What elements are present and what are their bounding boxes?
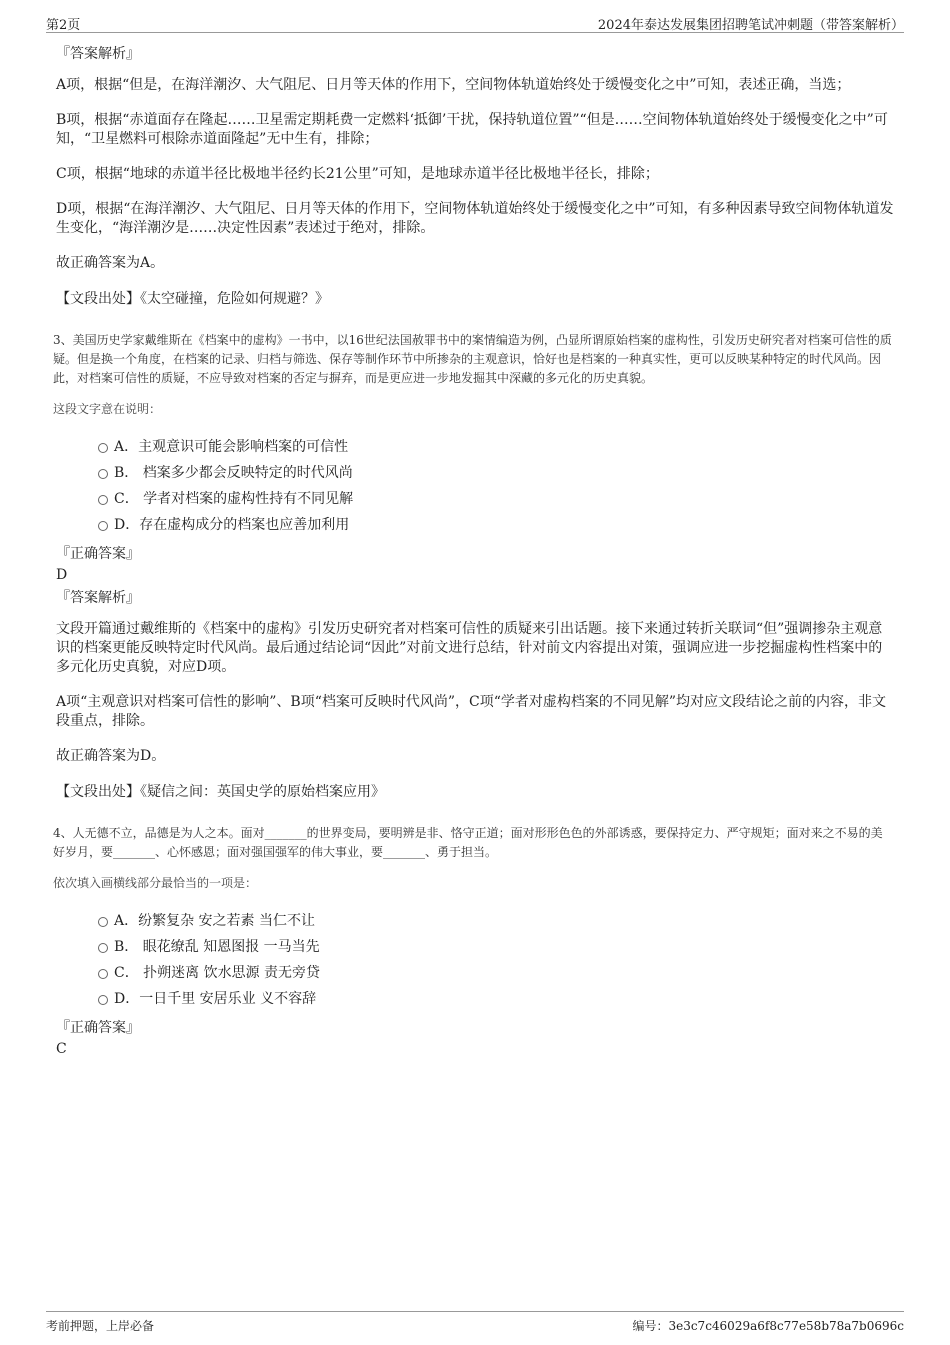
q3-option-d[interactable]: D．存在虚构成分的档案也应善加利用 xyxy=(98,512,894,538)
radio-icon[interactable] xyxy=(98,943,108,953)
q4-answer: C xyxy=(56,1041,67,1057)
document-id: 编号：3e3c7c46029a6f8c77e58b78a7b0696c xyxy=(632,1319,904,1333)
q2-analysis-para-3: C项，根据“地球的赤道半径比极地半径约长21公里”可知，是地球赤道半径比极地半径长，排除； xyxy=(56,166,659,182)
q3-prompt: 这段文字意在说明： xyxy=(53,402,162,416)
radio-icon[interactable] xyxy=(98,469,108,479)
radio-icon[interactable] xyxy=(98,917,108,927)
q3-answer-tag: 『正确答案』 xyxy=(56,546,140,562)
q3-option-c[interactable]: C． 学者对档案的虚构性持有不同见解 xyxy=(98,486,894,512)
radio-icon[interactable] xyxy=(98,443,108,453)
q2-analysis-tag: 『答案解析』 xyxy=(56,46,140,62)
q2-analysis-para-2: B项，根据“赤道面存在隆起……卫星需定期耗费一定燃料‘抵御’干扰，保持轨道位置”“但是……空间物体轨道始终处于缓慢变化之中”可知，“卫星燃料可根除赤道面隆起”无中生有，排除； xyxy=(56,112,888,147)
q3-conclusion: 故正确答案为D。 xyxy=(56,748,166,764)
q2-analysis-para-4: D项，根据“在海洋潮汐、大气阻尼、日月等天体的作用下，空间物体轨道始终处于缓慢变化之中”可知，有多种因素导致空间物体轨道发生变化，“海洋潮汐是……决定性因素”表述过于绝对，排除。 xyxy=(56,201,894,236)
q2-source: 【文段出处】《太空碰撞，危险如何规避？》 xyxy=(56,291,329,307)
radio-icon[interactable] xyxy=(98,995,108,1005)
q3-analysis-para-1: 文段开篇通过戴维斯的《档案中的虚构》引发历史研究者对档案可信性的质疑来引出话题。接下来通过转折关联词“但”强调掺杂主观意识的档案更能反映特定时代风尚。最后通过结论词“因此”对前文进行总结，针对前文内容提出对策，强调应进一步挖掘虚构性档案中的多元化历史真貌，对应D项。 xyxy=(56,621,883,675)
q3-analysis-para-2: A项“主观意识对档案可信性的影响”、B项“档案可反映时代风尚”，C项“学者对虚构档案的不同见解”均对应文段结论之前的内容，非文段重点，排除。 xyxy=(56,694,887,729)
q3-analysis-tag: 『答案解析』 xyxy=(56,590,140,606)
q3-options xyxy=(98,434,894,538)
q4-option-d[interactable]: D．一日千里 安居乐业 义不容辞 xyxy=(98,986,894,1012)
q4-option-b[interactable]: B． 眼花缭乱 知恩图报 一马当先 xyxy=(98,934,894,960)
document-body xyxy=(53,44,894,1062)
q4-stem: 4、人无德不立，品德是为人之本。面对_______的世界变局，要明辨是非、恪守正道；面对形形色色的外部诱惑，要保持定力、严守规矩；面对来之不易的美好岁月，要_______、心怀感恩；面对强国强军的伟大事业，要_______、勇于担当。 xyxy=(53,826,883,859)
radio-icon[interactable] xyxy=(98,969,108,979)
footer-slogan: 考前押题，上岸必备 xyxy=(46,1319,155,1333)
page-number: 第2页 xyxy=(46,18,81,33)
q2-conclusion: 故正确答案为A。 xyxy=(56,255,165,271)
q4-option-a[interactable]: A．纷繁复杂 安之若素 当仁不让 xyxy=(98,908,894,934)
radio-icon[interactable] xyxy=(98,495,108,505)
page-footer xyxy=(46,1311,904,1338)
q4-option-c[interactable]: C． 扑朔迷离 饮水思源 责无旁贷 xyxy=(98,960,894,986)
q3-source: 【文段出处】《疑信之间：英国史学的原始档案应用》 xyxy=(56,784,385,800)
q3-stem: 3、美国历史学家戴维斯在《档案中的虚构》一书中，以16世纪法国赦罪书中的案情编造为例，凸显所谓原始档案的虚构性，引发历史研究者对档案可信性的质疑。但是换一个角度，在档案的记录、归档与筛选、保存等制作环节中所掺杂的主观意识，恰好也是档案的一种真实性，更可以反映某种特定的时代风尚。因此，对档案可信性的质疑，不应导致对档案的否定与摒弃，而是更应进一步地发掘其中深藏的多元化的历史真貌。 xyxy=(53,333,892,385)
q2-analysis-para-1: A项，根据“但是，在海洋潮汐、大气阻尼、日月等天体的作用下，空间物体轨道始终处于缓慢变化之中”可知，表述正确，当选； xyxy=(56,77,851,93)
q3-answer: D xyxy=(56,567,68,583)
q4-options xyxy=(98,908,894,1012)
q4-prompt: 依次填入画横线部分最恰当的一项是： xyxy=(53,876,258,890)
page-header xyxy=(46,10,904,33)
q3-option-a[interactable]: A．主观意识可能会影响档案的可信性 xyxy=(98,434,894,460)
q3-option-b[interactable]: B． 档案多少都会反映特定的时代风尚 xyxy=(98,460,894,486)
document-title: 2024年泰达发展集团招聘笔试冲刺题（带答案解析） xyxy=(597,18,904,33)
radio-icon[interactable] xyxy=(98,521,108,531)
q4-answer-tag: 『正确答案』 xyxy=(56,1020,140,1036)
